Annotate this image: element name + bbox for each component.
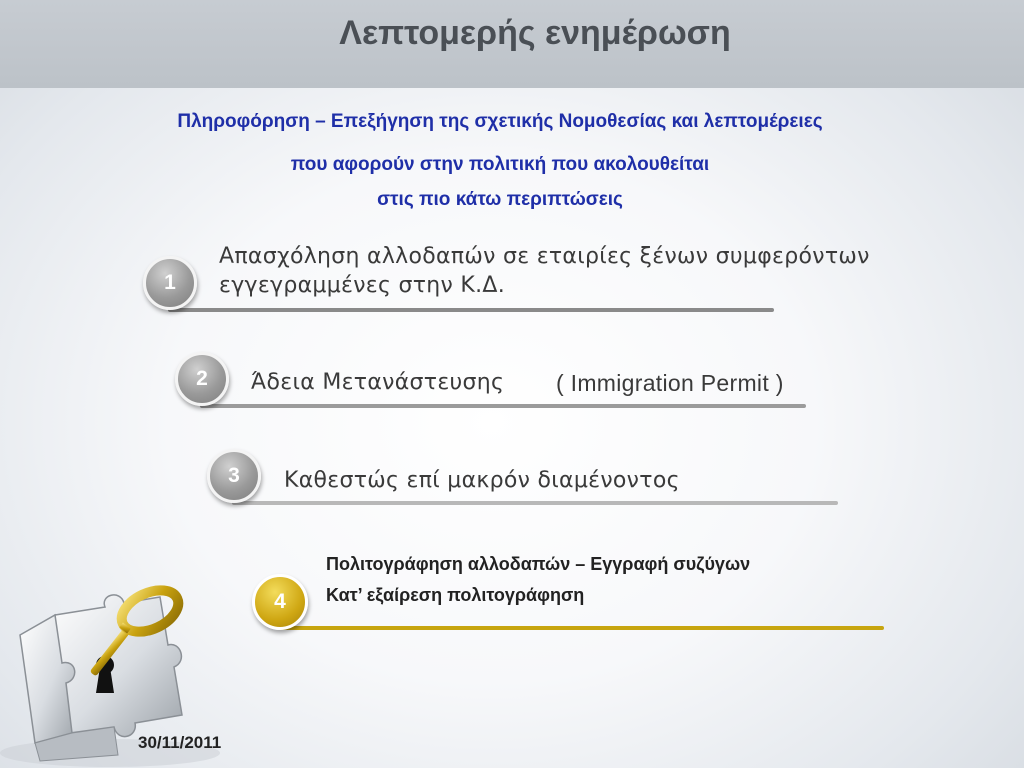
- item-2-underline: [200, 404, 806, 408]
- item-3-text: Καθεστώς επί μακρόν διαμένοντος: [284, 468, 680, 493]
- item-4-text-line-2: Κατ’ εξαίρεση πολιτογράφηση: [326, 585, 585, 605]
- item-2-text: Άδεια Μετανάστευσης: [251, 370, 505, 395]
- page-title: Λεπτομερής ενημέρωση: [339, 14, 731, 52]
- item-1-text-line-2: εγγεγραμμένες στην Κ.Δ.: [219, 273, 506, 298]
- item-1-number-badge: 1: [143, 256, 197, 310]
- item-3-number-badge: 3: [207, 449, 261, 503]
- footer-date: 30/11/2011: [138, 733, 222, 752]
- intro-line-1: Πληροφόρηση – Επεξήγηση της σχετικής Νομοθεσίας και λεπτομέρειες: [177, 111, 823, 132]
- item-3-underline: [232, 501, 838, 505]
- item-2-number-badge: 2: [175, 352, 229, 406]
- intro-line-3: στις πιο κάτω περιπτώσεις: [377, 189, 623, 210]
- intro-line-2: που αφορούν στην πολιτική που ακολουθείται: [290, 154, 710, 175]
- item-4-number-badge: 4: [252, 574, 308, 630]
- item-2-text-english: ( Immigration Permit ): [556, 370, 784, 396]
- item-4-text-line-1: Πολιτογράφηση αλλοδαπών – Εγγραφή συζύγων: [326, 554, 751, 574]
- item-1-underline: [168, 308, 774, 312]
- item-4-underline: [278, 626, 884, 630]
- item-1-text-line-1: Απασχόληση αλλοδαπών σε εταιρίες ξένων συμφερόντων: [219, 244, 870, 269]
